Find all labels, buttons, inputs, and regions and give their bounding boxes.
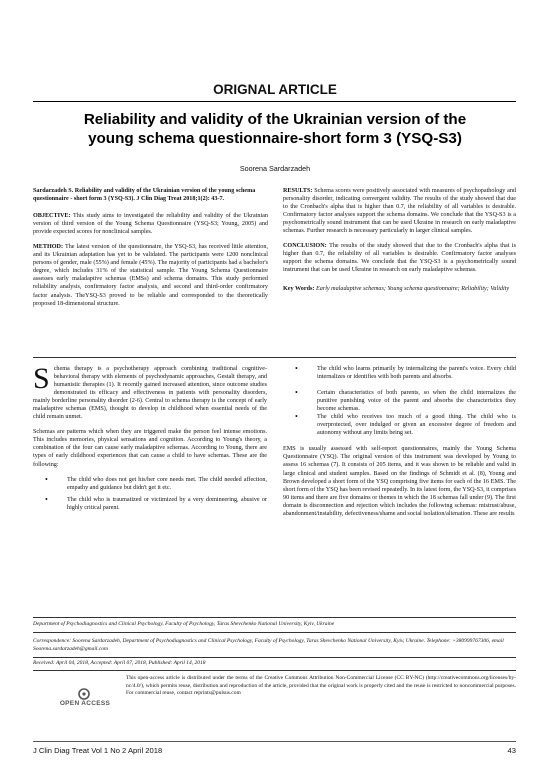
objective-label: OBJECTIVE:	[33, 213, 71, 220]
footer-rule-1	[33, 617, 516, 618]
dropcap: S	[33, 362, 50, 395]
abstract-objective	[33, 212, 268, 236]
section-label: ORIGNAL ARTICLE	[213, 82, 337, 97]
abstract-rule	[33, 357, 516, 358]
left-bullet-list	[33, 476, 267, 512]
conclusion-label: CONCLUSION:	[283, 243, 327, 250]
list-item: • Certain characteristics of both parents, so when the child internalizes the punitive punishing voice of the parent and absorbs the characteristics they become schemas.	[283, 389, 516, 413]
correspondence: Correspondence: Soorena Sardarzadeh, Department of Psychodiagnostics and Clinical Psychology, Faculty of Psychology, Taras Shevchenko National University, Kyiv, Ukraine. Telephone: +380999767306, email Soorena.sardarzadeh@gmail.com	[33, 638, 504, 652]
results-text: Schema scores were positively associated with measures of psychopathology and personality disorder, indicating convergent validity. The results of the study showed that due to the Cronbach's alpha that is higher than 0.7, the reliability of all variables is desirable. Confirmatory factor analyses support the schema domains. We conclude that the YSQ-S3 is a psychometrically sound instrument that can be used Ukraine in research on early maladaptive schemas. Further research is necessary particularly in larger clinical samples.	[283, 188, 516, 235]
method-text: The latest version of the questionnaire, the YSQ-S3, has received little attention, and its Ukrainian adaptation has yet to be validated. The participants were 1200 nonclinical persons of gender, male (55%) and female (45%). The majority of participants had a bachelor's degree, which includes 31% of the statistical sample. The Young Schema Questionnaire assesses early maladaptive schemas (EMSs) and schema domains. This study performed reliability analysis, confirmatory factor analysis, and second and third-order confirmatory factor analysis. TheYSQ-S3 proved to be reliable and corresponded to the theoretically proposed 18-dimensional structure.	[33, 244, 268, 307]
title-line-1: Reliability and validity of the Ukrainian version of the	[83, 111, 467, 128]
article-title	[0, 110, 550, 148]
abstract-results	[283, 187, 516, 235]
method-label: METHOD:	[33, 244, 64, 251]
ems-paragraph: EMS is usually assessed with self-report questionnaires, mainly the Young Schema Questionnaire (YSQ). The original version of this instrument was developed by Young to assess 16 schemas (7). It consists of 205 items, and it was shown to be reliable and valid in large clinical and student samples. Based on the findings of Schmidt et al. (8), Young and Brown developed a short form of the YSQ comprising five items for each of the 16 EMS. The short form of the YSQ has been revised repeatedly. In its latest form, the YSQ-S3, it comprises 90 items and there are five domains or themes in which the 18 schemas fall under (9). The first domain is disconnection and rejection which includes the following schemas: mistrust/abuse, abandonment/instability, defectiveness/shame and social isolation/alienation. These are results	[283, 446, 516, 517]
abstract-conclusion	[283, 242, 516, 274]
journal-citation: J Clin Diag Treat Vol 1 No 2 April 2018	[33, 746, 163, 755]
list-item: • The child who learns primarily by internalizing the parent's voice. Every child internalizes or identifies with both parents and absorbs.	[283, 365, 516, 381]
schemas-paragraph: Schemas are patterns which when they are triggered make the person feel intense emotions. This includes memories, physical sensations and cognition. According to Young's theory, a combination of the four can cause early maladaptive schemas. According to Young, there are types of early childhood experiences that can cause a child to have schemas. These are the following:	[33, 429, 267, 468]
intro-paragraph	[33, 362, 267, 421]
footer-rule-4	[33, 670, 516, 671]
header-rule	[33, 101, 516, 102]
objective-text: This study aims to investigated the reliability and validity of the Ukrainian version of third version of the Young Schema Questionnaire (YSQ-S3; Young, 2005) and provide expected scores for nonclinical samples.	[33, 213, 268, 236]
body-left	[33, 362, 267, 516]
keywords	[283, 285, 516, 293]
abstract-left	[33, 187, 268, 315]
license-text: This open-access article is distributed under the terms of the Creative Commons Attribution Non-Commercial License (CC BY-NC) (http://creativecommons.org/licenses/by-nc/4.0/), which permits reuse, distribution and reproduction of the article, provided that the original work is properly cited and the reuse is restricted to noncommercial purposes. For commercial reuse, contact reprints@pulsus.com	[126, 675, 516, 697]
list-item: • The child who is traumatized or victimized by a very domineering, abusive or highly critical parent.	[33, 496, 267, 512]
list-item: • The child who does not get his/her core needs met. The child needed affection, empathy and guidance but didn't get it etc.	[33, 476, 267, 492]
open-access-icon	[55, 686, 115, 712]
publication-dates: Received: April 04, 2018, Accepted: April 07, 2018, Published: April 14, 2018	[33, 660, 206, 666]
open-access-text: OPEN ACCESS	[59, 700, 111, 707]
keywords-label: Key Words:	[283, 286, 315, 293]
open-access-logo	[55, 686, 115, 712]
results-label: RESULTS:	[283, 188, 313, 194]
footer-rule-2	[33, 632, 516, 633]
title-line-2: young schema questionnaire-short form 3 (YSQ-S3)	[88, 130, 462, 147]
affiliation: Department of Psychodiagnostics and Clinical Psychology, Faculty of Psychology, Taras Shevchenko National University, Kyiv, Ukraine	[33, 621, 335, 627]
abstract-right	[283, 187, 516, 301]
footer-rule-3	[33, 657, 516, 658]
body-right	[283, 365, 516, 525]
abstract-method	[33, 243, 268, 307]
keywords-text: Early maladaptive schemas; Young schema questionnaire; Reliability; Validity	[316, 286, 510, 293]
intro-text: chema therapy is a psychotherapy approach combining traditional cognitive-behavioral therapy with elements of psychodynamic approaches, Gestalt therapy, and humanistic therapies (1). It recently gained increased attention, since outcome studies demonstrated its efficacy and effectiveness in patients with personality disorders, mainly borderline personality disorder (2-6). Central to schema therapy is the concept of early maladaptive schemas (EMS), thought to develop in childhood when essential needs of the child remain unmet.	[33, 366, 267, 421]
footer-rule-5	[33, 741, 516, 742]
list-item: • The child who receives too much of a good thing. The child who is overprotected, over indulged or given an excessive degree of freedom and autonomy without any limits being set.	[283, 413, 516, 437]
page-number: 43	[507, 746, 516, 755]
right-bullet-list	[283, 365, 516, 437]
conclusion-text: The results of the study showed that due to the Cronbach's alpha that is higher than 0.7, the reliability of all variables is desirable. Confirmatory factor analyses support the schema domains. We conclude that the YSQ-S3 is a psychometrically sound instrument that can be used Ukraine in research on early maladaptive schemas.	[283, 243, 516, 274]
citation: Sardarzadeh S. Reliability and validity of the Ukrainian version of the young schema questionnaire - short form 3 (YSQ-S3). J Clin Diag Treat 2018;1(2): 43-7.	[33, 188, 256, 203]
author-name: Soorena Sardarzadeh	[239, 164, 311, 173]
